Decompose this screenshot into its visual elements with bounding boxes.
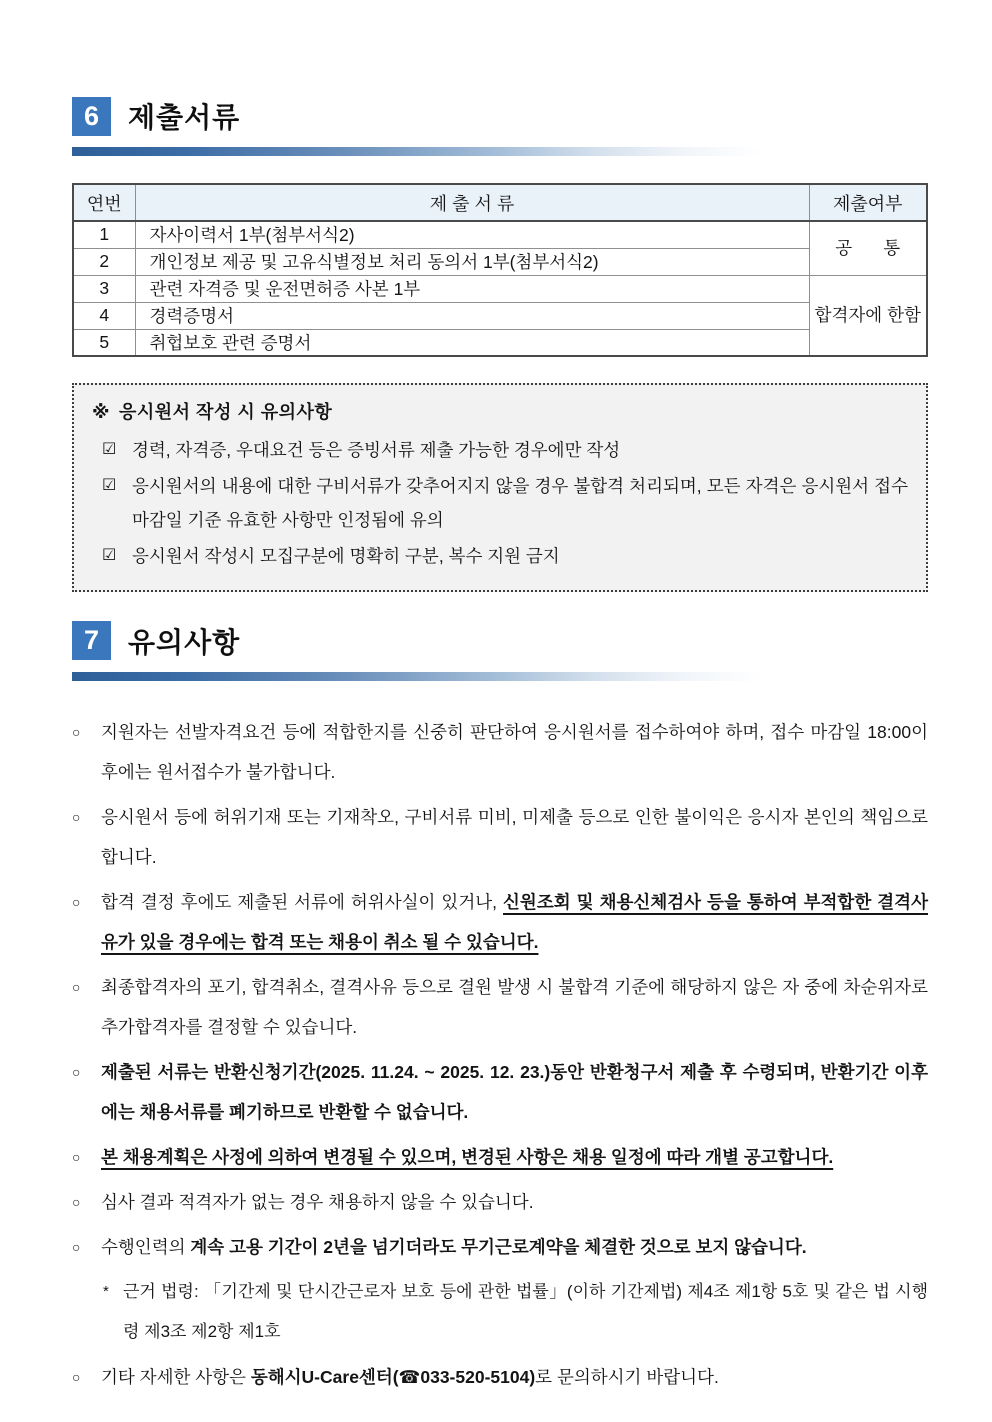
note-text: 최종합격자의 포기, 합격취소, 결격사유 등으로 결원 발생 시 불합격 기준에 해당하지 않은 자 중에 차순위자로 추가합격자를 결정할 수 있습니다.: [101, 976, 928, 1037]
note-bullet: [72, 712, 928, 792]
note-text: 수행인력의: [101, 1236, 191, 1257]
note-bullet: [72, 1137, 928, 1177]
section-7-title: 유의사항: [128, 626, 241, 658]
row-document: 관련 자격증 및 운전면허증 사본 1부: [135, 275, 809, 302]
row-number: 4: [73, 302, 135, 329]
notice-item-text: 경력, 자격증, 우대요건 등은 증빙서류 제출 가능한 경우에만 작성: [132, 440, 621, 460]
col-header-submission: 제출여부: [809, 184, 927, 221]
table-row: [73, 302, 927, 329]
note-text: 기타 자세한 사항은: [101, 1366, 251, 1387]
notice-item-text: 응시원서의 내용에 대한 구비서류가 갖추어지지 않을 경우 불합격 처리되며, 모든 자격은 응시원서 접수 마감일 기준 유효한 사항만 인정됨에 유의: [132, 476, 908, 531]
row-number: 5: [73, 329, 135, 356]
circle-bullet-icon: ○: [72, 1063, 81, 1080]
circle-bullet-icon: ○: [72, 1368, 81, 1385]
circle-bullet-icon: ○: [72, 723, 81, 740]
notice-title-text: 응시원서 작성 시 유의사항: [119, 402, 333, 422]
note-text-emphasis: 본 채용계획은 사정에 의하여 변경될 수 있으며, 변경된 사항은 채용 일정에 따라 개별 공고합니다.: [101, 1146, 834, 1167]
circle-bullet-icon: ○: [72, 978, 81, 995]
submission-documents-table: [72, 183, 928, 357]
row-document: 취헙보호 관련 증명서: [135, 329, 809, 356]
circle-bullet-icon: ○: [72, 1148, 81, 1165]
table-row: [73, 329, 927, 356]
circle-bullet-icon: ○: [72, 808, 81, 825]
note-text-emphasis: 신원조회 및 채용신체검사 등을 통하여 부적합한 결격사유가 있을 경우에는 합격 또는 채용이 취소 될 수 있습니다.: [101, 891, 928, 952]
section-7-header: [72, 621, 928, 661]
section-6-header: [72, 96, 928, 136]
note-text: 심사 결과 적격자가 없는 경우 채용하지 않을 수 있습니다.: [101, 1191, 534, 1212]
note-bullet: [72, 1182, 928, 1222]
table-header-row: [73, 184, 927, 221]
note-bullet: [72, 797, 928, 877]
notice-item: [102, 469, 908, 537]
col-header-number: 연번: [73, 184, 135, 221]
notice-item: [102, 539, 908, 573]
note-bullet: [72, 882, 928, 962]
reference-mark-icon: ※: [92, 402, 110, 422]
col-header-document: 제 출 서 류: [135, 184, 809, 221]
note-bullet: [72, 1052, 928, 1132]
circle-bullet-icon: ○: [72, 1238, 81, 1255]
application-notice-box: [72, 383, 928, 592]
checkbox-checked-icon: ☑: [102, 547, 117, 565]
notice-item-text: 응시원서 작성시 모집구분에 명확히 구분, 복수 지원 금지: [132, 546, 560, 567]
group-label-pass-only: 합격자에 한함: [809, 275, 927, 356]
note-bullet: [72, 1227, 928, 1267]
section-6-divider-bar: [72, 147, 800, 156]
table-row: [73, 248, 927, 275]
note-text-bold: 제출된 서류는 반환신청기간(2025. 11.24. ~ 2025. 12. 23.)동안 반환청구서 제출 후 수령되며, 반환기간 이후에는 채용서류를 폐기하므로 반환할 수 없습니다.: [101, 1061, 928, 1122]
row-document: 개인정보 제공 및 고유식별정보 처리 동의서 1부(첨부서식2): [135, 248, 809, 275]
note-text-bold: 계속 고용 기간이 2년을 넘기더라도 무기근로계약을 체결한 것으로 보지 않습니다.: [190, 1236, 807, 1257]
section-6-title: 제출서류: [128, 102, 241, 133]
subnote-text: 근거 법령: 「기간제 및 단시간근로자 보호 등에 관한 법률」(이하 기간제법) 제4조 제1항 5호 및 같은 법 시행령 제3조 제2항 제1호: [123, 1281, 928, 1341]
notes-list: [72, 712, 928, 1397]
table-row: [73, 221, 927, 248]
notice-item: [102, 433, 908, 467]
note-bullet: [72, 967, 928, 1047]
note-text: 응시원서 등에 허위기재 또는 기재착오, 구비서류 미비, 미제출 등으로 인한 불이익은 응시자 본인의 책임으로 합니다.: [101, 806, 928, 867]
row-number: 1: [73, 221, 135, 248]
note-text: 합격 결정 후에도 제출된 서류에 허위사실이 있거나,: [101, 891, 504, 912]
checkbox-checked-icon: ☑: [102, 441, 117, 458]
section-6-number-badge: 6: [72, 97, 111, 136]
notice-title: [92, 398, 908, 424]
checkbox-checked-icon: ☑: [102, 477, 117, 495]
section-7-divider-bar: [72, 672, 800, 681]
circle-bullet-icon: ○: [72, 893, 81, 910]
row-number: 3: [73, 275, 135, 302]
row-document: 경력증명서: [135, 302, 809, 329]
note-bullet: [72, 1357, 928, 1397]
note-text: 로 문의하시기 바랍니다.: [535, 1366, 719, 1387]
row-number: 2: [73, 248, 135, 275]
contact-info-bold: 동해시U-Care센터(☎033-520-5104): [250, 1366, 536, 1387]
table-row: [73, 275, 927, 302]
asterisk-marker-icon: *: [103, 1282, 109, 1300]
legal-basis-note: [103, 1272, 928, 1352]
group-label-common: 공 통: [809, 221, 927, 275]
section-7-number-badge: 7: [72, 621, 111, 660]
circle-bullet-icon: ○: [72, 1193, 81, 1210]
note-text: 지원자는 선발자격요건 등에 적합한지를 신중히 판단하여 응시원서를 접수하여야 하며, 접수 마감일 18:00이후에는 원서접수가 불가합니다.: [101, 721, 928, 782]
row-document: 자사이력서 1부(첨부서식2): [135, 221, 809, 248]
